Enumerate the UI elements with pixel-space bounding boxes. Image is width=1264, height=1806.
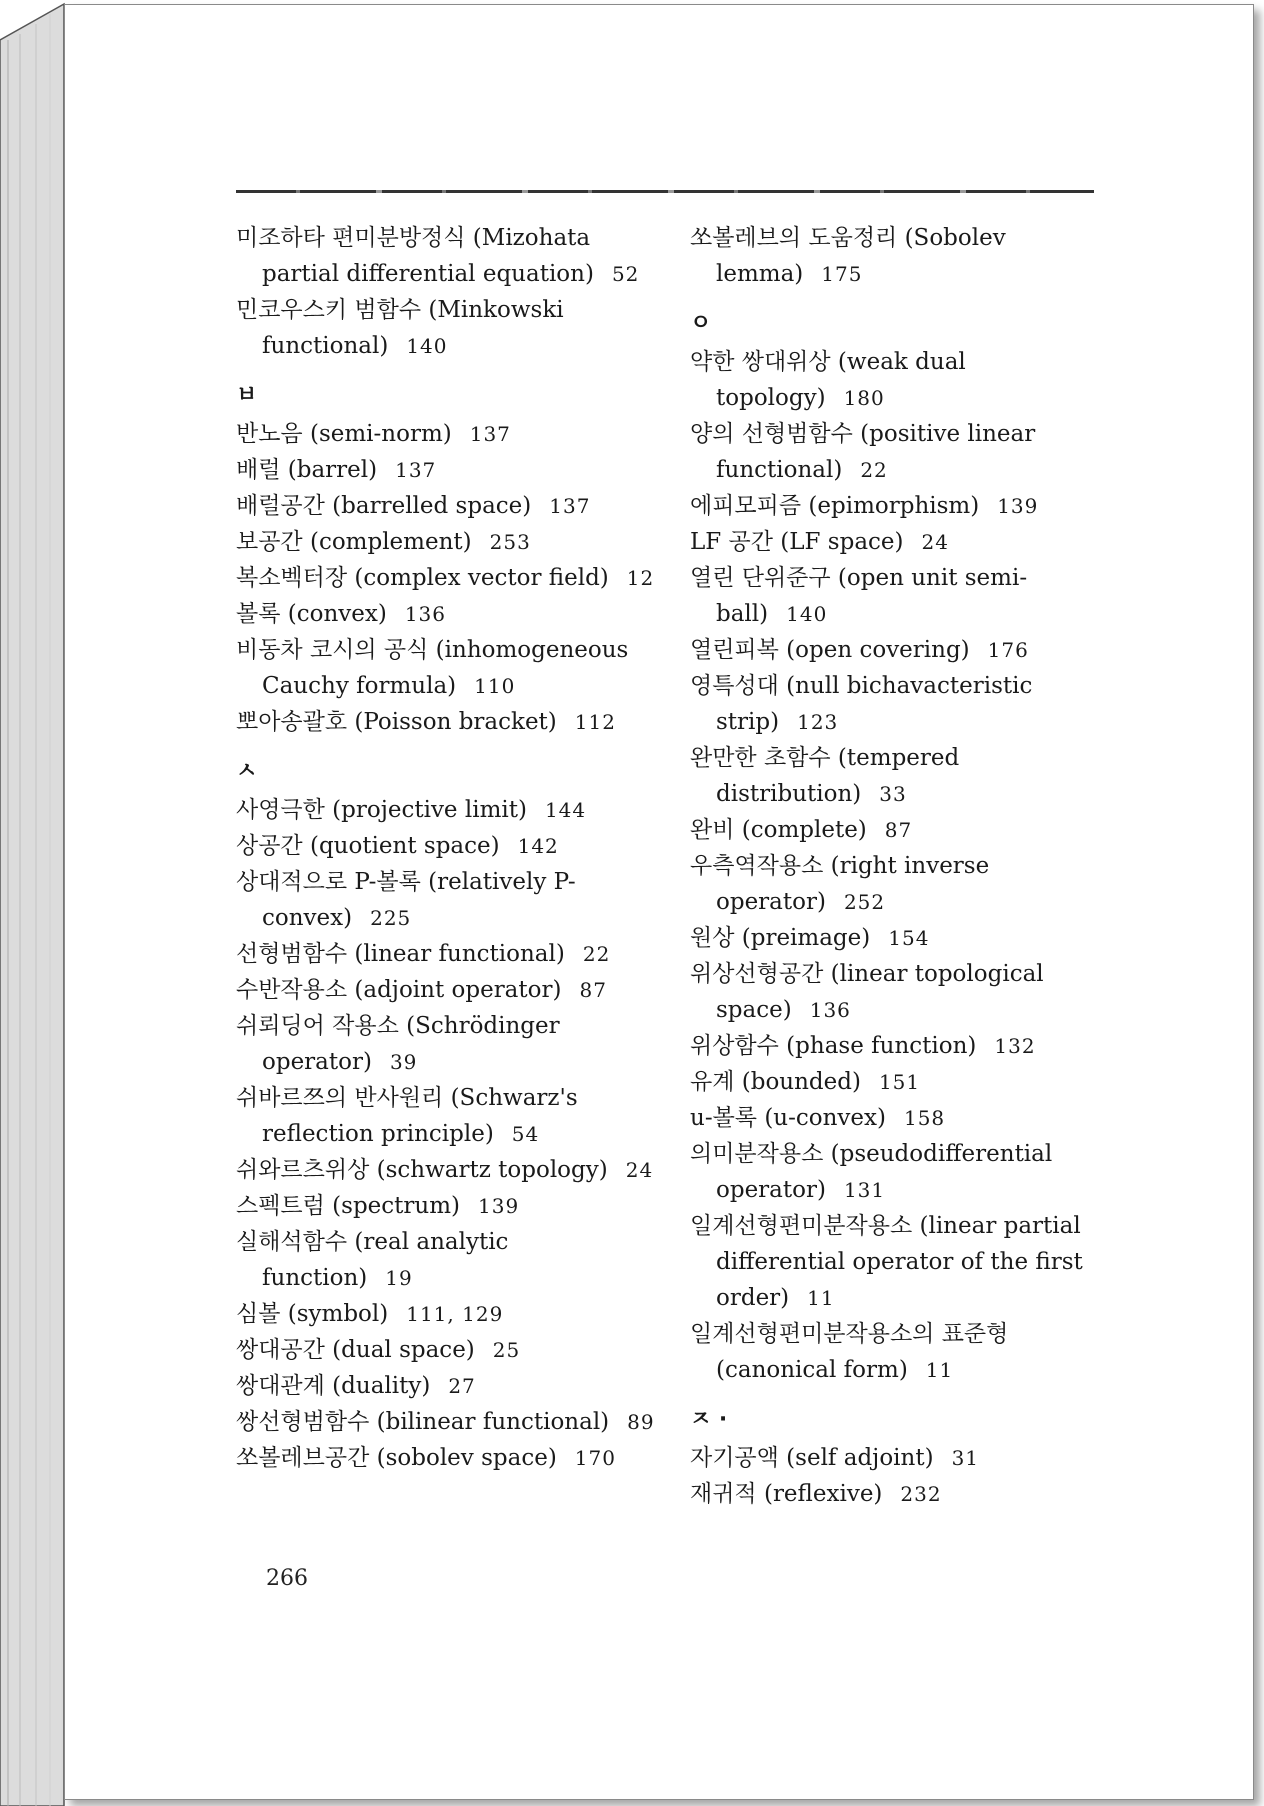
index-entry-page: 112	[574, 710, 616, 734]
index-entry-page: 11	[807, 1286, 835, 1310]
index-entry-term: 쉬와르츠위상 (schwartz topology)	[236, 1157, 608, 1183]
index-entry-page: 54	[511, 1122, 540, 1146]
index-entry-term: 원상 (preimage)	[690, 925, 871, 951]
index-entry	[236, 1296, 656, 1332]
index-entry	[690, 740, 1110, 812]
index-entry	[236, 416, 656, 452]
index-entry	[690, 920, 1110, 956]
index-entry-page: 89	[627, 1410, 655, 1434]
index-entry-page: 137	[469, 422, 511, 446]
index-entry	[690, 524, 1110, 560]
index-entry	[236, 792, 656, 828]
index-entry	[236, 1008, 656, 1080]
index-entry-term: 보공간 (complement)	[236, 529, 472, 555]
index-entry-page: 140	[786, 602, 828, 626]
index-entry-term: 볼록 (convex)	[236, 601, 387, 627]
index-entry-term: 반노음 (semi-norm)	[236, 421, 452, 447]
index-entry	[236, 704, 656, 740]
index-entry-term: 쏘볼레브공간 (sobolev space)	[236, 1445, 557, 1471]
index-entry	[236, 1188, 656, 1224]
index-entry-term: 쉬바르쯔의 반사원리 (Schwarz's reflection principle)	[236, 1085, 578, 1147]
index-entry	[236, 1404, 656, 1440]
index-entry	[690, 1316, 1110, 1388]
index-entry-page: 87	[579, 978, 607, 1002]
index-entry-term: 복소벡터장 (complex vector field)	[236, 565, 609, 591]
index-entry-term: 영특성대 (null bichavacteristic strip)	[690, 673, 1033, 735]
index-entry-term: 쌍선형범함수 (bilinear functional)	[236, 1409, 610, 1435]
index-entry	[236, 560, 656, 596]
index-entry-term: 뽀아송괄호 (Poisson bracket)	[236, 709, 557, 735]
index-entry-page: 27	[448, 1374, 476, 1398]
index-entry-term: 일계선형편미분작용소 (linear partial differential operator of the first order)	[690, 1213, 1083, 1311]
index-entry	[236, 632, 656, 704]
index-entry-term: 상공간 (quotient space)	[236, 833, 500, 859]
index-entry-page: 123	[797, 710, 839, 734]
index-entry	[236, 1368, 656, 1404]
index-entry-page: 144	[544, 798, 587, 822]
index-entry	[236, 936, 656, 972]
index-entry-term: 일계선형편미분작용소의 표준형 (canonical form)	[690, 1321, 1009, 1383]
top-rule	[236, 190, 1094, 193]
index-entry	[690, 416, 1110, 488]
index-entry-term: 스펙트럼 (spectrum)	[236, 1193, 461, 1219]
index-entry-page: 154	[888, 926, 930, 950]
index-entry	[690, 632, 1110, 668]
index-entry-term: 상대적으로 P-볼록 (relatively P-convex)	[236, 869, 576, 931]
index-entry	[690, 1208, 1110, 1316]
index-section-heading: ㅅ	[236, 759, 258, 784]
index-entry	[236, 972, 656, 1008]
index-entry-term: 열린피복 (open covering)	[690, 637, 970, 663]
index-entry-page: 33	[879, 782, 907, 806]
index-entry-term: 열린 단위준구 (open unit semi-ball)	[690, 565, 1028, 627]
index-entry-page: 132	[994, 1034, 1036, 1058]
index-entry-term: 위상함수 (phase function)	[690, 1033, 977, 1059]
index-entry-page: 232	[900, 1482, 942, 1506]
index-entry	[690, 488, 1110, 524]
index-entry-page: 136	[809, 998, 851, 1022]
index-entry-term: 완비 (complete)	[690, 817, 867, 843]
index-entry-term: LF 공간 (LF space)	[690, 529, 904, 555]
index-entry-page: 252	[843, 890, 886, 914]
index-entry-page: 137	[549, 494, 591, 518]
index-entry-page: 225	[370, 906, 412, 930]
index-entry	[690, 668, 1110, 740]
index-entry-term: 약한 쌍대위상 (weak dual topology)	[690, 349, 966, 411]
index-entry-term: 민코우스키 범함수 (Minkowski functional)	[236, 297, 564, 359]
index-entry-page: 22	[860, 458, 888, 482]
index-entry-page: 52	[611, 262, 640, 286]
index-entry-term: 재귀적 (reflexive)	[690, 1481, 883, 1507]
index-entry	[690, 1028, 1110, 1064]
index-entry-page: 24	[625, 1158, 654, 1182]
index-entry	[690, 1476, 1110, 1512]
index-entry	[690, 220, 1110, 292]
index-entry-term: 쌍대관계 (duality)	[236, 1373, 431, 1399]
index-entry-page: 140	[406, 334, 448, 358]
index-entry-term: 에피모피즘 (epimorphism)	[690, 493, 980, 519]
index-entry-term: 수반작용소 (adjoint operator)	[236, 977, 562, 1003]
index-entry	[690, 956, 1110, 1028]
index-entry-page: 136	[404, 602, 446, 626]
index-entry	[690, 1136, 1110, 1208]
index-entry	[690, 848, 1110, 920]
index-entry-term: 의미분작용소 (pseudodifferential operator)	[690, 1141, 1053, 1203]
index-entry-page: 87	[884, 818, 913, 842]
index-entry-term: 사영극한 (projective limit)	[236, 797, 527, 823]
index-entry-page: 253	[489, 530, 531, 554]
index-column-left	[236, 220, 656, 1476]
index-entry-term: 미조하타 편미분방정식 (Mizohata partial differential equation)	[236, 225, 594, 287]
index-entry	[236, 864, 656, 936]
index-entry-term: 유계 (bounded)	[690, 1069, 861, 1095]
index-entry	[236, 452, 656, 488]
index-entry-page: 131	[843, 1178, 886, 1202]
index-entry-page: 176	[987, 638, 1029, 662]
index-entry-page: 175	[821, 262, 863, 286]
index-entry-page: 19	[385, 1266, 413, 1290]
index-entry-page: 22	[582, 942, 611, 966]
index-entry-page: 170	[574, 1446, 616, 1470]
index-entry-term: 양의 선형범함수 (positive linear functional)	[690, 421, 1036, 483]
index-entry	[236, 524, 656, 560]
index-entry	[690, 560, 1110, 632]
index-entry-term: 배럴공간 (barrelled space)	[236, 493, 532, 519]
index-entry-page: 25	[492, 1338, 521, 1362]
index-entry-page: 110	[474, 674, 516, 698]
index-entry-term: 우측역작용소 (right inverse operator)	[690, 853, 990, 915]
index-entry	[236, 1152, 656, 1188]
index-entry-term: 쏘볼레브의 도움정리 (Sobolev lemma)	[690, 225, 1006, 287]
index-entry	[236, 1440, 656, 1476]
index-entry-page: 111, 129	[406, 1302, 504, 1326]
index-entry-term: 쌍대공간 (dual space)	[236, 1337, 475, 1363]
index-entry-term: u-볼록 (u-convex)	[690, 1105, 886, 1131]
index-entry	[236, 1224, 656, 1296]
index-entry	[236, 1332, 656, 1368]
index-entry-term: 실해석함수 (real analytic function)	[236, 1229, 509, 1291]
index-entry	[690, 1100, 1110, 1136]
index-section-heading: ㅈ ·	[690, 1407, 728, 1432]
index-entry-term: 비동차 코시의 공식 (inhomogeneous Cauchy formula)	[236, 637, 629, 699]
index-entry-term: 쉬뢰딩어 작용소 (Schrödinger operator)	[236, 1013, 560, 1075]
index-entry	[236, 292, 656, 364]
index-entry	[236, 596, 656, 632]
index-entry-page: 24	[921, 530, 949, 554]
index-entry-page: 139	[478, 1194, 520, 1218]
index-entry-page: 12	[626, 566, 655, 590]
index-section-heading: ㅂ	[236, 383, 258, 408]
index-entry-term: 완만한 초함수 (tempered distribution)	[690, 745, 960, 807]
index-entry-page: 139	[997, 494, 1039, 518]
index-entry	[690, 344, 1110, 416]
index-entry-page: 137	[395, 458, 437, 482]
index-entry-term: 심볼 (symbol)	[236, 1301, 389, 1327]
index-entry	[236, 488, 656, 524]
index-entry	[236, 1080, 656, 1152]
index-entry-page: 158	[903, 1106, 946, 1130]
index-section-heading: ㅇ	[690, 311, 712, 336]
index-entry	[236, 220, 656, 292]
index-entry-page: 31	[951, 1446, 980, 1470]
index-entry	[690, 1064, 1110, 1100]
index-entry-term: 배럴 (barrel)	[236, 457, 378, 483]
index-entry-page: 180	[843, 386, 885, 410]
index-entry-page: 151	[878, 1070, 921, 1094]
index-entry-term: 자기공액 (self adjoint)	[690, 1445, 934, 1471]
index-column-right	[690, 220, 1110, 1512]
index-entry-term: 위상선형공간 (linear topological space)	[690, 961, 1044, 1023]
index-entry-page: 39	[389, 1050, 418, 1074]
index-entry	[690, 1440, 1110, 1476]
index-entry-term: 선형범함수 (linear functional)	[236, 941, 565, 967]
index-entry-page: 11	[925, 1358, 954, 1382]
index-entry	[690, 812, 1110, 848]
page-number: 266	[266, 1566, 308, 1591]
index-entry	[236, 828, 656, 864]
index-entry-page: 142	[517, 834, 559, 858]
